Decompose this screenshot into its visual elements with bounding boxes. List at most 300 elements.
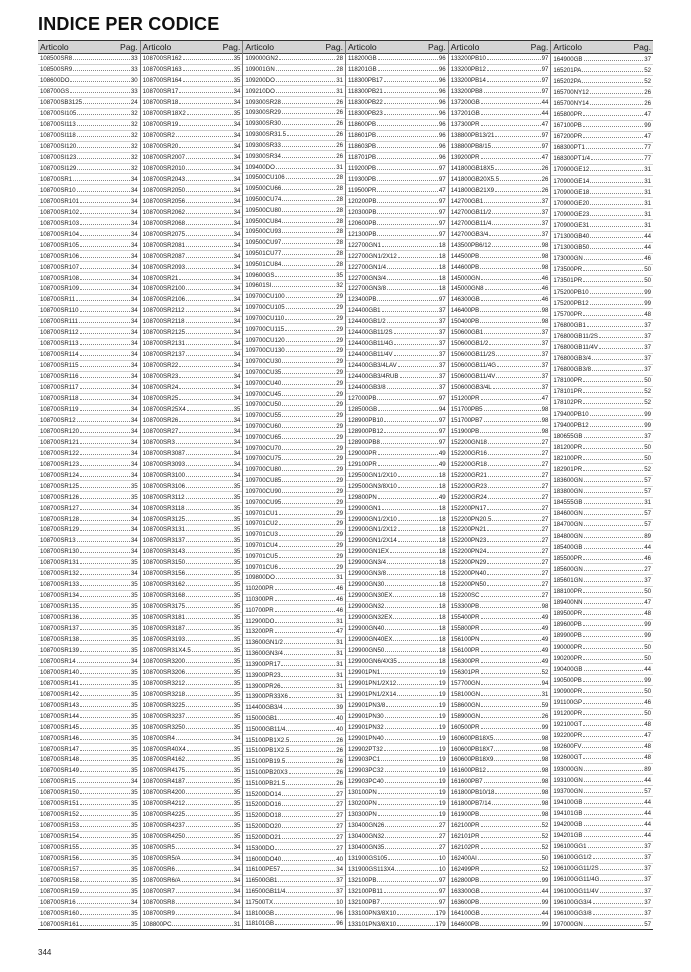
leader-dots	[385, 739, 438, 740]
index-entry	[38, 98, 140, 109]
article-code: 152200GR21	[450, 471, 487, 479]
index-entry	[346, 229, 448, 240]
page-ref: 35	[130, 734, 138, 742]
article-code: 124400GB3/4RUB	[348, 373, 399, 381]
index-entry	[141, 503, 243, 514]
page-ref: 19	[438, 745, 446, 753]
page-ref: 98	[541, 603, 549, 611]
page-ref: 44	[644, 665, 652, 673]
article-code: 108700SR111	[40, 318, 79, 326]
article-code: 109500CU74	[245, 195, 282, 203]
page-ref: 34	[233, 252, 241, 260]
page-ref: 99	[644, 676, 652, 684]
page-ref: 10	[438, 866, 446, 873]
leader-dots	[481, 662, 541, 663]
index-entry	[243, 789, 345, 800]
page-ref: 34	[233, 866, 241, 873]
article-code: 120200PB	[348, 197, 377, 205]
article-code: 108700SR19	[142, 121, 179, 129]
leader-dots	[187, 410, 233, 411]
leader-dots	[77, 421, 130, 422]
article-code: 108700SR105	[40, 241, 79, 249]
leader-dots	[282, 265, 335, 266]
page-ref: 31	[336, 639, 344, 647]
leader-dots	[385, 728, 438, 729]
index-entry	[346, 711, 448, 722]
index-entry	[38, 547, 140, 558]
page-ref: 35	[233, 800, 241, 808]
index-entry	[551, 276, 653, 287]
page-ref: 37	[644, 366, 652, 374]
header-page: Pag.	[633, 42, 652, 52]
article-code: 176800GB3/8	[553, 366, 591, 374]
article-code: 108700SR5/A	[142, 855, 181, 863]
page-ref: 31	[644, 210, 652, 218]
leader-dots	[186, 498, 233, 499]
article-code: 115100PB1X2.5	[245, 747, 290, 755]
leader-dots	[183, 81, 233, 82]
article-code: 141800GB20X5.5	[450, 175, 500, 183]
article-code: 163300GB	[450, 887, 480, 895]
leader-dots	[393, 640, 438, 641]
leader-dots	[583, 614, 643, 615]
leader-dots	[183, 59, 233, 60]
leader-dots	[186, 322, 233, 323]
article-code: 116000DO40	[245, 855, 282, 863]
index-entry	[449, 196, 551, 207]
page-ref: 27	[644, 565, 652, 573]
leader-dots	[398, 530, 438, 531]
article-code: 108700SR136	[40, 614, 79, 622]
article-code: 115100PB1X2.5	[245, 736, 290, 744]
leader-dots	[481, 629, 541, 630]
leader-dots	[385, 771, 438, 772]
article-code: 165700NY12	[553, 88, 589, 96]
article-code: 142700GB11/4	[450, 219, 492, 227]
index-entry	[449, 788, 551, 799]
article-code: 108700SR8	[142, 898, 175, 906]
article-code: 108700SR2010	[142, 165, 186, 172]
article-code: 108700SR124	[40, 471, 79, 479]
index-entry	[38, 656, 140, 667]
page-ref: 31	[233, 920, 241, 928]
leader-dots	[187, 750, 233, 751]
article-code: 190900PR	[553, 687, 583, 695]
article-code: 162800PB	[450, 876, 480, 884]
leader-dots	[77, 782, 130, 783]
index-entry	[449, 547, 551, 558]
page-ref: 37	[438, 373, 446, 381]
index-entry	[551, 309, 653, 320]
leader-dots	[73, 70, 130, 71]
article-code: 109700CU45	[245, 390, 282, 398]
article-code: 150600GB11/2S	[450, 351, 496, 359]
article-code: 150600GB11/4G	[450, 362, 496, 370]
leader-dots	[186, 355, 233, 356]
index-entry	[449, 503, 551, 514]
page-ref: 18	[438, 526, 446, 534]
page-ref: 26	[336, 131, 344, 139]
page-ref: 35	[233, 778, 241, 786]
leader-dots	[385, 629, 438, 630]
leader-dots	[496, 355, 540, 356]
header-article: Articolo	[450, 42, 480, 52]
page-ref: 27	[541, 493, 549, 501]
index-entry	[346, 98, 448, 109]
page-ref: 46	[541, 274, 549, 282]
index-entry	[141, 919, 243, 929]
page-ref: 34	[233, 132, 241, 140]
leader-dots	[394, 333, 438, 334]
leader-dots	[480, 607, 540, 608]
article-code: 108700SR2093	[142, 263, 186, 271]
page-ref: 19	[438, 690, 446, 698]
page-ref: 96	[438, 110, 446, 118]
article-code: 108700SR2068	[142, 219, 186, 227]
leader-dots	[591, 159, 643, 160]
page-ref: 96	[336, 920, 344, 928]
article-code: 119500PR	[348, 186, 377, 194]
index-entry	[38, 317, 140, 328]
index-entry	[346, 547, 448, 558]
leader-dots	[282, 373, 335, 374]
page-ref: 46	[336, 596, 344, 604]
article-code: 108700SR3237	[142, 712, 186, 720]
index-column	[243, 41, 346, 929]
leader-dots	[80, 487, 130, 488]
page-ref: 52	[644, 77, 652, 85]
article-code: 122700GN1/2X12	[348, 252, 397, 260]
leader-dots	[487, 541, 540, 542]
page-ref: 98	[541, 427, 549, 435]
article-code: 109001GN	[245, 66, 275, 74]
article-code: 108700SR2087	[142, 252, 186, 260]
page-ref: 35	[130, 756, 138, 764]
index-entry	[38, 613, 140, 624]
leader-dots	[480, 322, 540, 323]
index-entry	[346, 777, 448, 788]
index-entry	[38, 821, 140, 832]
header-page: Pag.	[222, 42, 241, 52]
page-ref: 49	[541, 646, 549, 654]
article-code: 108700SR138	[40, 635, 79, 643]
article-code: 108700SR31X4.5	[142, 646, 191, 654]
index-entry	[141, 120, 243, 131]
leader-dots	[488, 498, 541, 499]
page-ref: 97	[541, 143, 549, 151]
article-code: 175700PR	[553, 310, 583, 318]
article-code: 108700SR131	[40, 559, 79, 567]
article-code: 190400GB	[553, 665, 583, 673]
page-ref: 35	[130, 855, 138, 863]
index-entry	[449, 886, 551, 897]
page-ref: 47	[541, 395, 549, 403]
index-entry	[346, 361, 448, 372]
leader-dots	[600, 880, 643, 881]
leader-dots	[80, 629, 130, 630]
leader-dots	[279, 524, 335, 525]
article-code: 129900GN40EX	[348, 635, 393, 643]
article-code: 108700SR119	[40, 405, 79, 413]
article-code: 108700SR18X2	[142, 110, 186, 118]
article-code: 109700CU65	[245, 433, 282, 441]
page-ref: 31	[336, 693, 344, 701]
header-article: Articolo	[348, 42, 377, 52]
index-entry	[38, 810, 140, 821]
index-entry	[346, 766, 448, 777]
page-ref: 18	[438, 285, 446, 293]
page-ref: 49	[541, 657, 549, 665]
leader-dots	[186, 695, 233, 696]
article-code: 108700SR104	[40, 230, 79, 238]
index-entry	[346, 503, 448, 514]
page-ref: 27	[336, 823, 344, 831]
index-entry	[38, 897, 140, 908]
article-code: 127000PB	[348, 395, 377, 403]
page-ref: 31	[644, 188, 652, 196]
index-entry	[449, 656, 551, 667]
page-ref: 34	[130, 175, 138, 183]
article-code: 108700SR150	[40, 789, 79, 797]
leader-dots	[590, 248, 643, 249]
page-ref: 28	[336, 206, 344, 214]
index-entry	[346, 273, 448, 284]
page-ref: 34	[233, 427, 241, 435]
code-index-table	[38, 40, 653, 930]
index-entry	[346, 317, 448, 328]
article-code: 114400GB3/4	[245, 704, 283, 712]
article-code: 130300PN	[348, 811, 377, 819]
leader-dots	[83, 103, 130, 104]
index-entry	[346, 383, 448, 394]
index-entry	[141, 755, 243, 766]
leader-dots	[179, 432, 232, 433]
index-entry	[449, 558, 551, 569]
page-ref: 35	[130, 690, 138, 698]
leader-dots	[186, 465, 233, 466]
index-entry	[449, 383, 551, 394]
article-code: 108700SI123	[40, 154, 77, 162]
page-ref: 37	[644, 876, 652, 884]
page-ref: 26	[644, 88, 652, 96]
leader-dots	[599, 337, 643, 338]
index-entry	[38, 678, 140, 689]
article-code: 158900GN	[450, 712, 481, 720]
article-code: 109700CU115	[245, 325, 285, 333]
leader-dots	[282, 438, 335, 439]
leader-dots	[279, 546, 335, 547]
article-code: 162100PR	[450, 822, 480, 830]
index-entry	[346, 459, 448, 470]
article-code: 109701CU2	[245, 520, 278, 528]
leader-dots	[590, 204, 643, 205]
leader-dots	[186, 520, 233, 521]
page-ref: 34	[130, 296, 138, 304]
page-ref: 34	[130, 362, 138, 370]
index-entry	[141, 218, 243, 229]
index-entry	[449, 448, 551, 459]
index-entry	[141, 865, 243, 876]
page-ref: 37	[438, 362, 446, 370]
index-entry	[346, 65, 448, 76]
page-ref: 28	[336, 55, 344, 63]
article-code: 108700SR15	[40, 778, 76, 786]
page-ref: 47	[644, 599, 652, 607]
index-entry	[346, 54, 448, 65]
index-entry	[141, 405, 243, 416]
index-entry	[243, 454, 345, 465]
article-code: 118300PB21	[348, 88, 383, 96]
article-code: 108500SR8	[40, 55, 73, 63]
article-code: 108700SR40X4	[142, 745, 186, 753]
article-code: 129903PC40	[348, 778, 384, 786]
page-ref: 32	[130, 165, 138, 172]
article-code: 109701CU3	[245, 531, 278, 539]
article-code: 109700CU110	[245, 314, 285, 322]
leader-dots	[584, 570, 643, 571]
leader-dots	[586, 148, 643, 149]
article-code: 130400GN35	[348, 844, 385, 852]
page-ref: 97	[438, 165, 446, 172]
index-entry	[346, 700, 448, 711]
page-ref: 35	[233, 723, 241, 731]
article-code: 108700SR4	[142, 734, 175, 742]
article-code: 108800PC	[142, 920, 172, 928]
page-ref: 27	[438, 833, 446, 841]
article-code: 108700SR10	[40, 186, 76, 194]
article-code: 108700SR153	[40, 822, 79, 830]
page-ref: 37	[644, 343, 652, 351]
index-entry	[38, 185, 140, 196]
page-ref: 35	[233, 690, 241, 698]
leader-dots	[584, 492, 643, 493]
leader-dots	[278, 881, 335, 882]
index-entry	[551, 76, 653, 87]
index-entry	[346, 897, 448, 908]
page-ref: 34	[233, 329, 241, 337]
index-entry	[243, 227, 345, 238]
leader-dots	[186, 782, 233, 783]
page-ref: 35	[130, 493, 138, 501]
page-ref: 29	[336, 487, 344, 495]
leader-dots	[488, 476, 541, 477]
page-ref: 50	[644, 687, 652, 695]
index-entry	[38, 536, 140, 547]
page-ref: 97	[541, 88, 549, 96]
index-column	[449, 41, 552, 929]
page-ref: 29	[336, 293, 344, 301]
index-entry	[346, 667, 448, 678]
article-code: 190200PR	[553, 654, 583, 662]
leader-dots	[182, 859, 233, 860]
leader-dots	[290, 741, 335, 742]
page-ref: 19	[438, 778, 446, 786]
index-column	[38, 41, 141, 929]
leader-dots	[286, 308, 336, 309]
leader-dots	[172, 925, 232, 926]
leader-dots	[583, 681, 643, 682]
page-ref: 48	[644, 743, 652, 751]
index-entry	[449, 897, 551, 908]
header-article: Articolo	[245, 42, 274, 52]
leader-dots	[489, 344, 540, 345]
leader-dots	[388, 859, 438, 860]
index-entry	[346, 185, 448, 196]
leader-dots	[80, 771, 130, 772]
index-entry	[346, 448, 448, 459]
index-entry	[449, 799, 551, 810]
page-ref: 27	[336, 801, 344, 809]
article-code: 108700SR2007	[142, 154, 186, 162]
index-entry	[346, 339, 448, 350]
leader-dots	[496, 377, 540, 378]
leader-dots	[282, 395, 335, 396]
index-entry	[551, 387, 653, 398]
article-code: 108700SR109	[40, 285, 79, 293]
header-page: Pag.	[530, 42, 549, 52]
leader-dots	[275, 849, 335, 850]
page-ref: 31	[336, 650, 344, 658]
article-code: 108700SR21	[142, 274, 179, 282]
index-entry	[243, 822, 345, 833]
index-entry	[243, 368, 345, 379]
index-entry	[551, 620, 653, 631]
page-ref: 35	[233, 635, 241, 643]
article-code: 142700GB3/4	[450, 230, 489, 238]
article-code: 108700SR3137	[142, 537, 186, 545]
article-code: 129901PN1	[348, 668, 381, 676]
leader-dots	[282, 124, 335, 125]
leader-dots	[282, 470, 335, 471]
index-entry	[551, 631, 653, 642]
page-ref: 34	[233, 285, 241, 293]
index-entry	[551, 775, 653, 786]
article-code: 118601PB	[348, 132, 377, 140]
index-column	[551, 41, 653, 929]
page-ref: 37	[438, 307, 446, 315]
header-page: Pag.	[119, 42, 138, 52]
page-ref: 37	[644, 321, 652, 329]
leader-dots	[276, 92, 335, 93]
article-code: 196100GG1/2	[553, 854, 592, 862]
page-ref: 34	[233, 876, 241, 884]
leader-dots	[393, 618, 438, 619]
page-ref: 34	[233, 734, 241, 742]
index-entry	[38, 788, 140, 799]
article-code: 108700SR127	[40, 504, 79, 512]
page-ref: 18	[438, 471, 446, 479]
leader-dots	[590, 104, 643, 105]
page-ref: 44	[644, 244, 652, 252]
article-code: 122700GN1/4	[348, 263, 386, 271]
leader-dots	[584, 60, 644, 61]
article-code: 108700SR159	[40, 887, 79, 895]
index-entry	[551, 531, 653, 542]
page-ref: 34	[130, 548, 138, 556]
article-code: 137201GB	[450, 110, 480, 118]
page-ref: 31	[644, 199, 652, 207]
article-code: 109601SI	[245, 282, 272, 290]
page-ref: 27	[541, 438, 549, 446]
leader-dots	[378, 465, 438, 466]
page-ref: 34	[233, 99, 241, 107]
index-entry	[449, 580, 551, 591]
leader-dots	[282, 838, 335, 839]
leader-dots	[385, 585, 438, 586]
page-ref: 18	[438, 657, 446, 665]
page-ref: 34	[233, 241, 241, 249]
leader-dots	[377, 213, 437, 214]
